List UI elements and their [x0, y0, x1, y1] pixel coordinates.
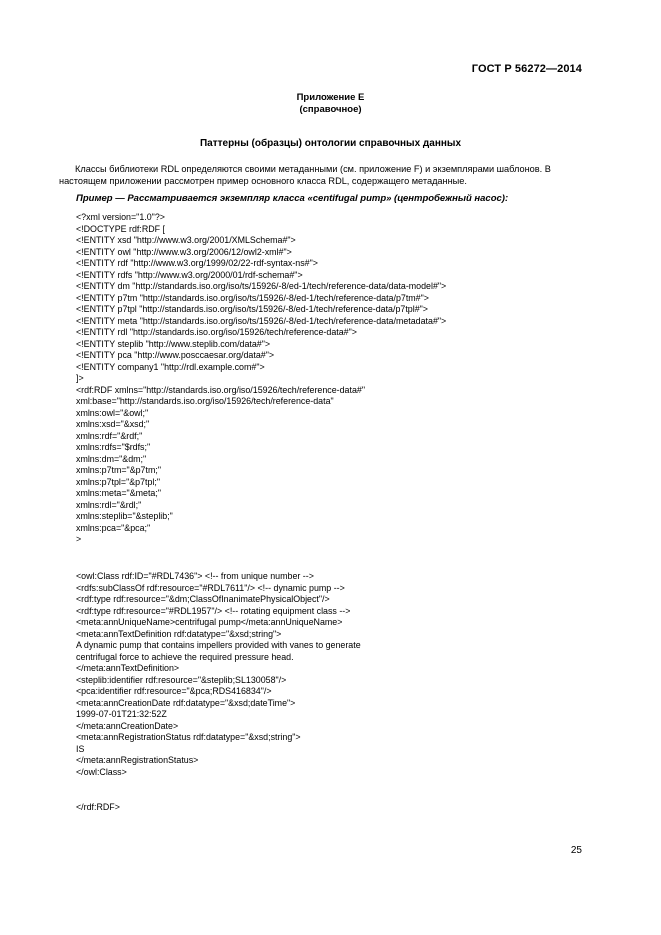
code-line: </meta:annTextDefinition>: [76, 663, 180, 673]
code-line: <!ENTITY p7tpl "http://standards.iso.org/iso/ts/15926/-8/ed-1/tech/reference-data/p7tpl#">: [76, 304, 428, 314]
example-caption: Пример — Рассматривается экземпляр класса «centifugal pump» (центробежный насос):: [76, 193, 509, 204]
annex-title: Приложение Е: [296, 92, 365, 103]
code-line: >: [76, 534, 82, 544]
code-line: </rdf:RDF>: [76, 802, 120, 812]
code-line: <meta:annRegistrationStatus rdf:datatype="&xsd;string">: [76, 732, 301, 742]
code-line: <rdf:RDF xmlns="http://standards.iso.org/iso/15926/tech/reference-data#": [76, 384, 365, 395]
code-line: xmlns:rdfs="$rdfs;": [76, 442, 151, 452]
code-line: 1999-07-01T21:32:52Z: [76, 709, 167, 719]
code-line: centrifugal force to achieve the required pressure head.: [76, 651, 294, 662]
code-line: xmlns:owl="&owl;": [76, 407, 149, 418]
page-number: 25: [570, 845, 582, 856]
code-line: </meta:annCreationDate>: [76, 720, 179, 731]
code-line: <steplib:identifier rdf:resource="&steplib;SL130058"/>: [76, 674, 287, 685]
code-line: </owl:Class>: [76, 766, 127, 777]
intro-paragraph: Классы библиотеки RDL определяются своими метаданными (см. приложение F) и экземплярами шаблонов. В настоящем приложении рассмотрен пример основного класса RDL, содержащего метаданные.: [59, 164, 551, 186]
annex-type: (справочное): [299, 104, 362, 115]
code-line: <!ENTITY rdfs "http://www.w3.org/2000/01/rdf-schema#">: [76, 269, 303, 280]
code-line: <!ENTITY meta "http://standards.iso.org/iso/ts/15926/-8/ed-1/tech/reference-data/metadata#">: [76, 315, 447, 326]
code-line: <!ENTITY company1 "http://rdl.example.com#">: [76, 361, 265, 372]
code-line: xmlns:dm="&dm;": [76, 453, 147, 464]
code-block-closing: [76, 802, 120, 814]
code-line: <rdfs:subClassOf rdf:resource="#RDL7611"/> <!-- dynamic pump -->: [76, 582, 345, 593]
code-line: xmlns:rdf="&rdf;": [76, 430, 143, 441]
code-line: IS: [76, 743, 85, 754]
code-line: xmlns:p7tm="&p7tm;": [76, 465, 161, 475]
code-line: <!ENTITY rdl "http://standards.iso.org/iso/15926/tech/reference-data#">: [76, 327, 357, 337]
code-line: <?xml version="1.0"?>: [76, 212, 165, 222]
code-line: xmlns:meta="&meta;": [76, 488, 161, 498]
code-block-class: [76, 571, 361, 778]
code-line: <meta:annUniqueName>centrifugal pump</meta:annUniqueName>: [76, 617, 343, 627]
code-line: xmlns:rdl="&rdl;": [76, 499, 142, 510]
code-line: ]>: [76, 373, 84, 383]
code-line: xml:base="http://standards.iso.org/iso/15926/tech/reference-data": [76, 396, 334, 406]
code-line: xmlns:p7tpl="&p7tpl;": [76, 476, 161, 487]
code-line: <owl:Class rdf:ID="#RDL7436"> <!-- from unique number -->: [76, 571, 314, 581]
code-line: <!ENTITY pca "http://www.posccaesar.org/data#">: [76, 350, 275, 360]
standard-designation: ГОСТ Р 56272—2014: [471, 63, 582, 75]
code-line: A dynamic pump that contains impellers provided with vanes to generate: [76, 640, 361, 650]
code-line: <!DOCTYPE rdf:RDF [: [76, 223, 166, 234]
section-title: Паттерны (образцы) онтологии справочных данных: [199, 138, 462, 149]
code-line: <rdf:type rdf:resource="&dm;ClassOfInanimatePhysicalObject"/>: [76, 594, 330, 604]
code-line: <rdf:type rdf:resource="#RDL1957"/> <!-- rotating equipment class -->: [76, 605, 351, 616]
code-line: xmlns:xsd="&xsd;": [76, 419, 150, 429]
code-line: <!ENTITY dm "http://standards.iso.org/iso/ts/15926/-8/ed-1/tech/reference-data/data-model#">: [76, 281, 447, 291]
code-line: <!ENTITY p7tm "http://standards.iso.org/iso/ts/15926/-8/ed-1/tech/reference-data/p7tm#">: [76, 292, 429, 303]
code-line: <pca:identifier rdf:resource="&pca;RDS416834"/>: [76, 686, 272, 696]
code-line: <!ENTITY steplib "http://www.steplib.com/data#">: [76, 338, 271, 349]
code-line: <!ENTITY owl "http://www.w3.org/2006/12/owl2-xml#">: [76, 246, 292, 257]
code-line: </meta:annRegistrationStatus>: [76, 755, 199, 765]
code-line: xmlns:steplib="&steplib;": [76, 511, 173, 521]
code-line: <meta:annCreationDate rdf:datatype="&xsd;dateTime">: [76, 697, 296, 708]
code-block-prolog: [76, 212, 446, 546]
code-line: <!ENTITY rdf "http://www.w3.org/1999/02/22-rdf-syntax-ns#">: [76, 258, 318, 268]
code-line: xmlns:pca="&pca;": [76, 522, 151, 533]
code-line: <!ENTITY xsd "http://www.w3.org/2001/XMLSchema#">: [76, 235, 296, 245]
code-line: <meta:annTextDefinition rdf:datatype="&xsd;string">: [76, 628, 282, 639]
